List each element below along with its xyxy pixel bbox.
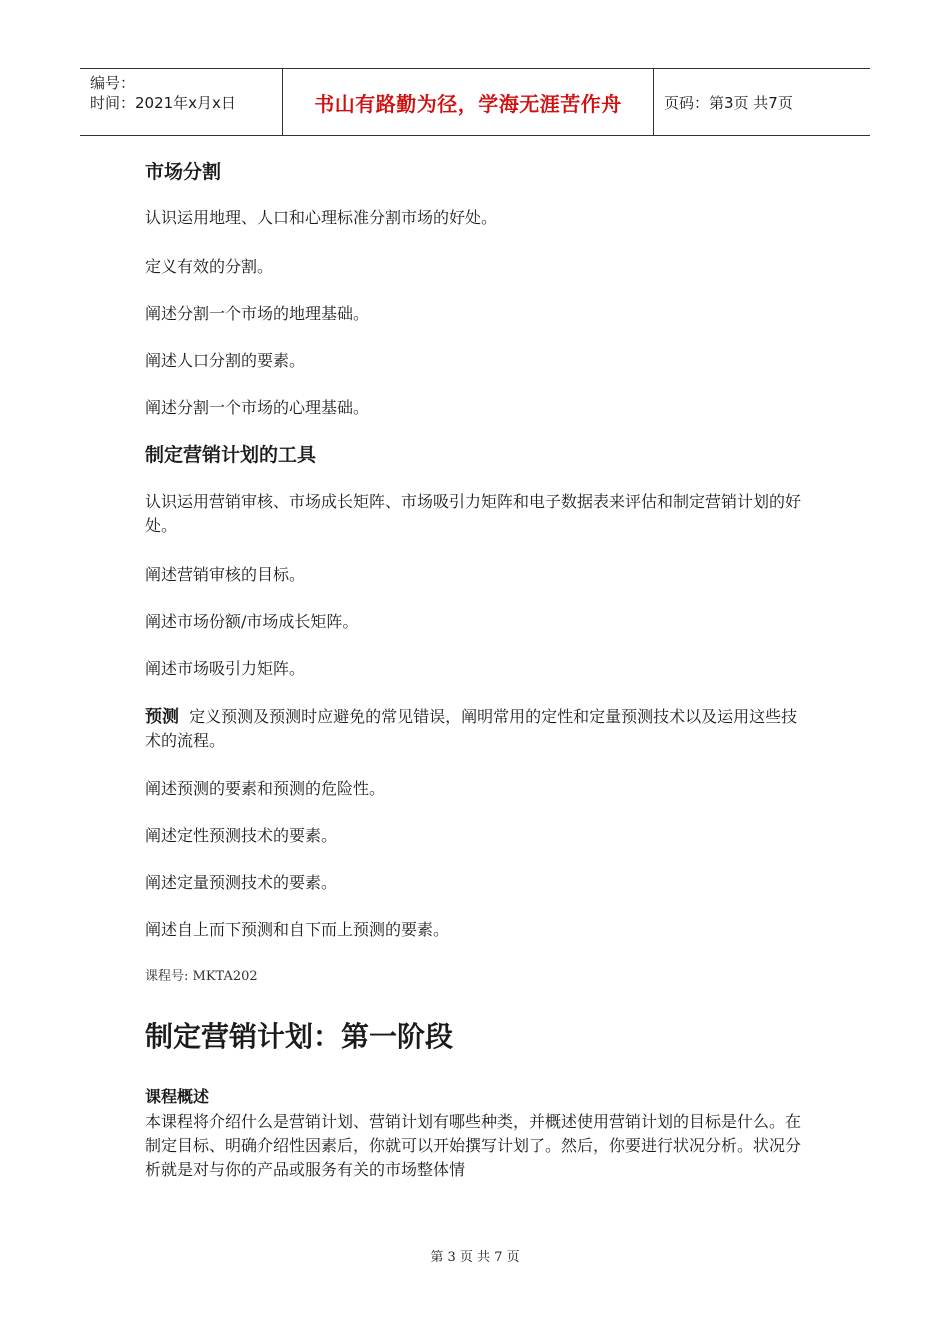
header-motto: 书山有路勤为径，学海无涯苦作舟 [282,69,654,135]
page-footer: 第 3 页 共 7 页 [430,1250,520,1265]
overview-title: 课程概述 [145,1087,210,1106]
paragraph: 定义有效的分割。 [145,257,274,276]
paragraph: 阐述分割一个市场的心理基础。 [145,398,370,417]
section-title-market-segmentation: 市场分割 [145,161,222,183]
forecasting-intro: 定义预测及预测时应避免的常见错误，阐明常用的定性和定量预测技术以及运用这些技术的流程。 [145,707,798,750]
paragraph: 认识运用地理、人口和心理标准分割市场的好处。 [145,208,498,227]
header-page-info: 页码：第3页 共7页 [664,93,793,112]
paragraph: 阐述定量预测技术的要素。 [145,873,338,892]
paragraph: 认识运用营销审核、市场成长矩阵、市场吸引力矩阵和电子数据表来评估和制定营销计划的好处。 [145,492,802,535]
paragraph: 阐述市场吸引力矩阵。 [145,659,306,678]
header-meta [80,69,282,135]
paragraph: 阐述自上而下预测和自下而上预测的要素。 [145,920,450,939]
paragraph: 阐述市场份额/市场成长矩阵。 [145,612,359,631]
section-title-forecasting: 预测 [145,707,179,727]
forecasting-paragraph [145,705,805,753]
paragraph: 阐述预测的要素和预测的危险性。 [145,779,386,798]
document-number-label: 编号： [90,74,136,92]
document-date: 时间：2021年x月x日 [90,94,236,112]
section-title-planning-tools: 制定营销计划的工具 [145,444,317,466]
course-code: 课程号: MKTA202 [145,969,258,984]
paragraph: 阐述人口分割的要素。 [145,351,306,370]
phase-title: 制定营销计划：第一阶段 [145,1020,454,1053]
header-table [80,68,870,136]
overview-text: 本课程将介绍什么是营销计划、营销计划有哪些种类，并概述使用营销计划的目标是什么。在制定目标、明确介绍性因素后，你就可以开始撰写计划了。然后，你要进行状况分析。状况分析就是对与你的产品或服务有关的市场整体情 [145,1112,802,1179]
paragraph: 阐述分割一个市场的地理基础。 [145,304,370,323]
paragraph: 阐述营销审核的目标。 [145,565,306,584]
paragraph: 阐述定性预测技术的要素。 [145,826,338,845]
